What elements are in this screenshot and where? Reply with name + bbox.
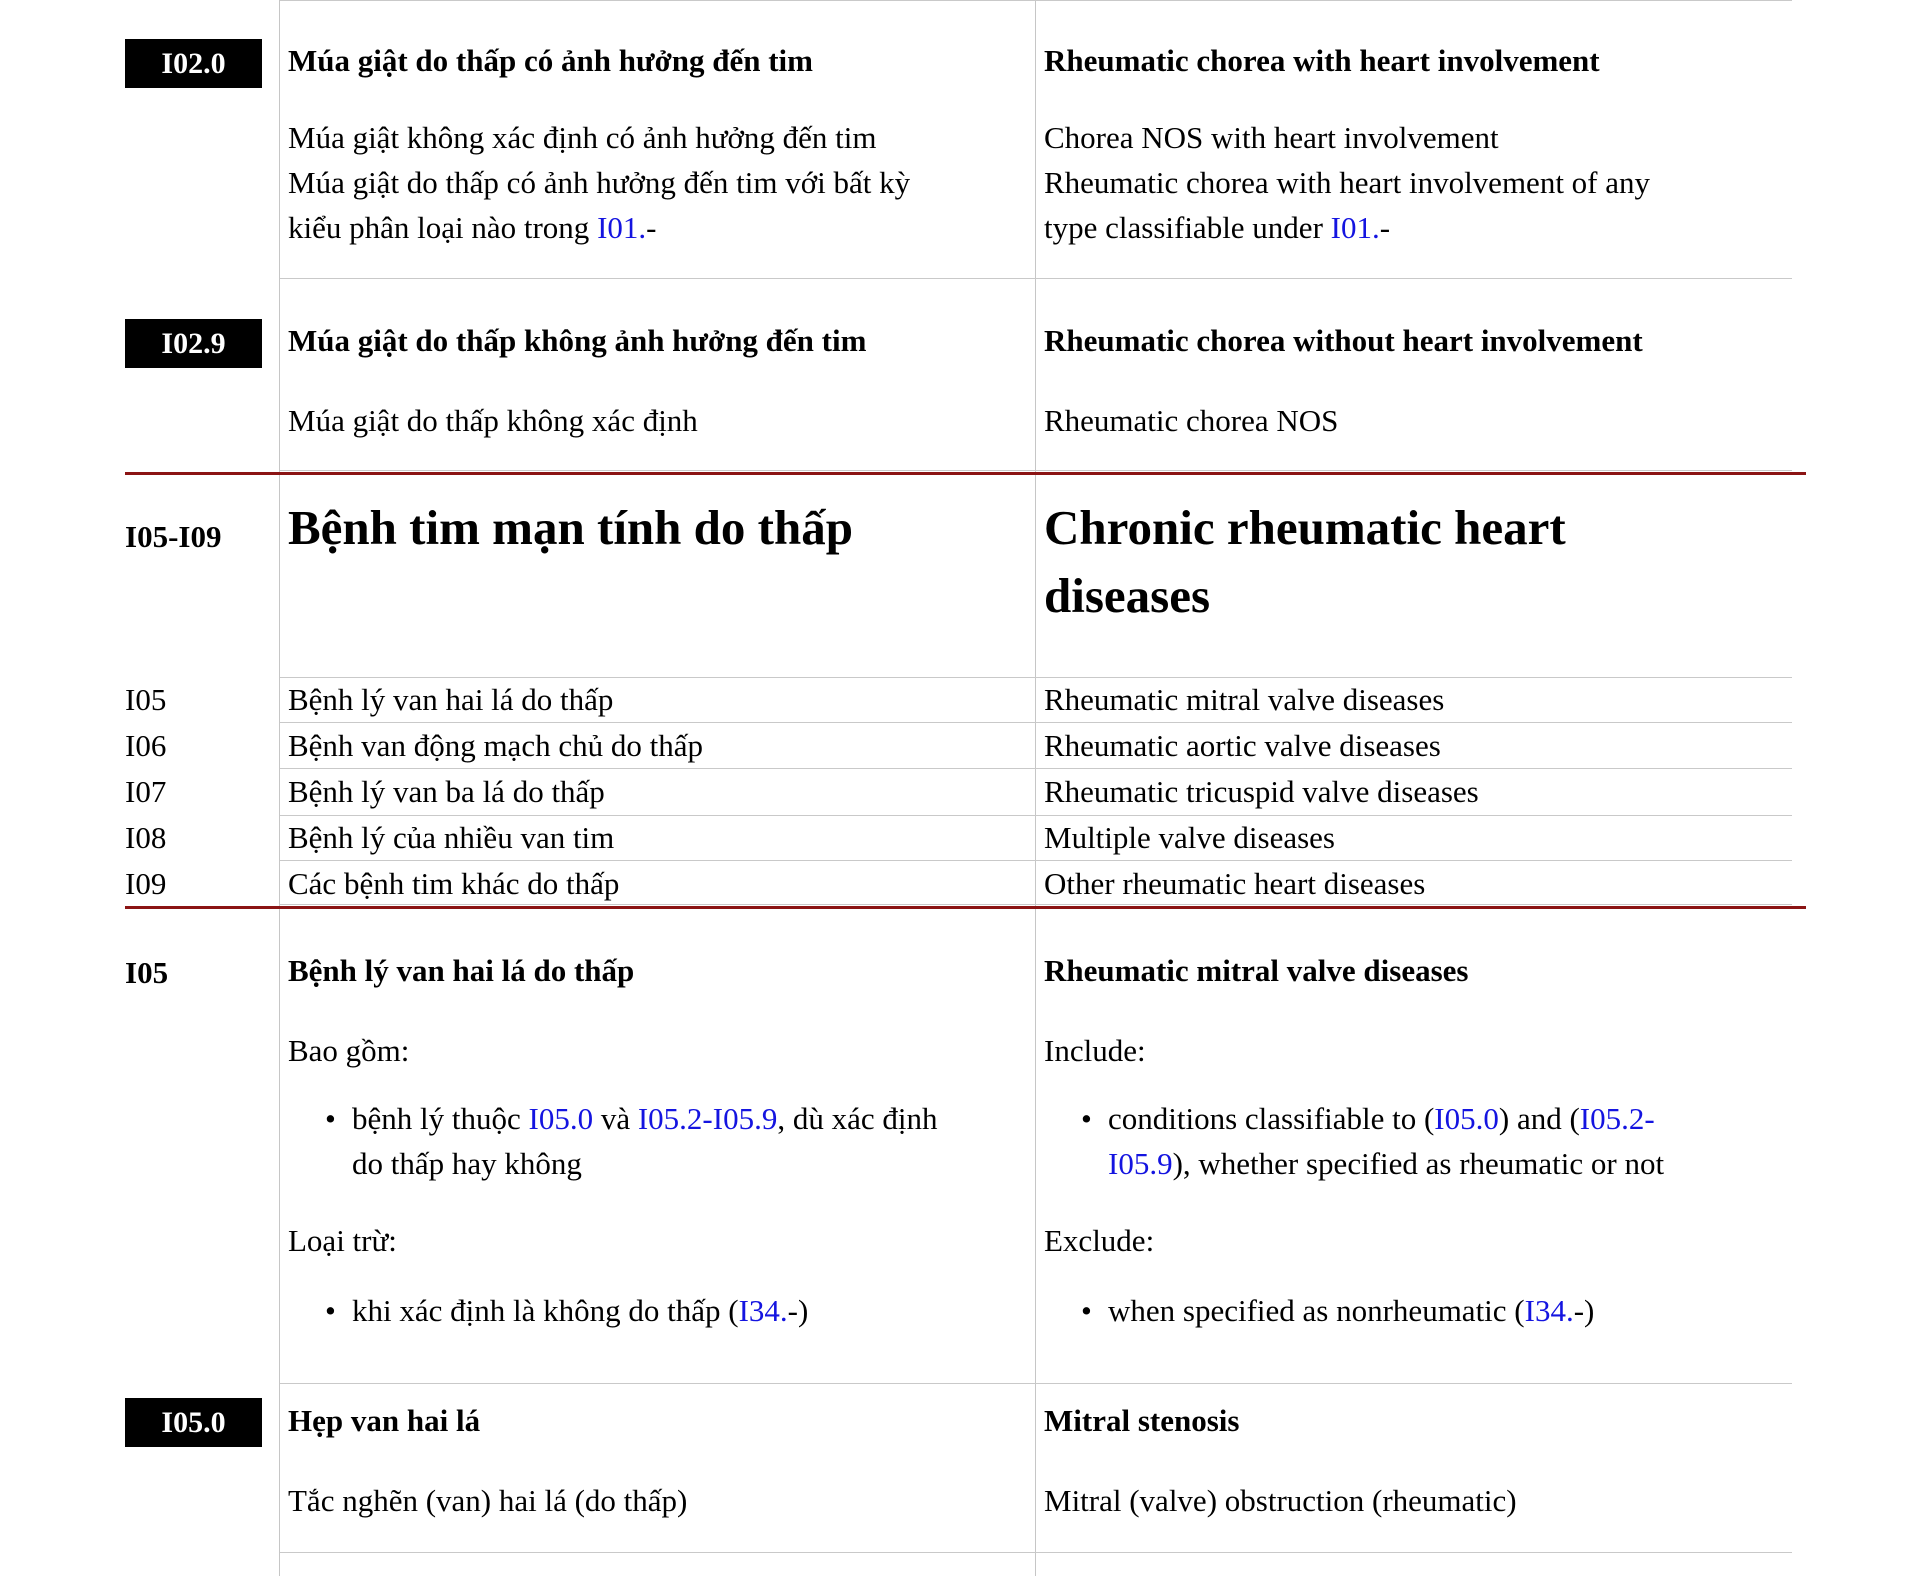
- row-divider: [280, 1383, 1792, 1384]
- list-row-en: Multiple valve diseases: [1044, 820, 1335, 855]
- text-segment: Chronic rheumatic heart: [1044, 500, 1566, 555]
- text-line: [288, 494, 853, 562]
- text-line: [352, 1141, 937, 1186]
- text-line: [288, 115, 910, 160]
- term-body-vi: [288, 398, 698, 443]
- term-body-en: [1044, 398, 1338, 443]
- section-separator-red: [125, 472, 1806, 475]
- term-body-vi: [288, 1478, 687, 1523]
- text-segment: -): [1573, 1293, 1595, 1328]
- text-line: [352, 1288, 808, 1333]
- text-line: [352, 1096, 937, 1141]
- exclude-label-en: Exclude:: [1044, 1223, 1155, 1258]
- text-segment: type classifiable under: [1044, 210, 1331, 245]
- code-label: I02.9: [161, 326, 226, 360]
- term-title-vi: Múa giật do thấp có ảnh hưởng đến tim: [288, 43, 813, 78]
- text-line: [1044, 160, 1650, 205]
- text-segment: -): [787, 1293, 809, 1328]
- bullet-icon: •: [1081, 1293, 1092, 1328]
- list-row-code: I07: [125, 774, 167, 809]
- category-code: I05: [125, 955, 169, 990]
- list-row-en: Rheumatic aortic valve diseases: [1044, 728, 1441, 763]
- text-segment: Múa giật do thấp có ảnh hưởng đến tim với bất kỳ: [288, 165, 911, 200]
- text-segment: do thấp hay không: [352, 1146, 582, 1181]
- row-divider: [280, 1552, 1792, 1553]
- code-link[interactable]: I05.2-: [1579, 1101, 1655, 1136]
- text-segment: bệnh lý thuộc: [352, 1101, 529, 1136]
- term-title-en: Rheumatic chorea with heart involvement: [1044, 43, 1600, 78]
- text-line: [1108, 1288, 1594, 1333]
- include-label-vi: Bao gồm:: [288, 1033, 410, 1068]
- include-item-en: [1081, 1096, 1665, 1186]
- text-segment: Tắc nghẽn (van) hai lá (do thấp): [288, 1483, 688, 1518]
- text-line: [1044, 115, 1650, 160]
- text-segment: Múa giật không xác định có ảnh hưởng đến tim: [288, 120, 877, 155]
- term-body-en: [1044, 115, 1650, 250]
- list-row-code: I06: [125, 728, 167, 763]
- code-badge-i02-9: [125, 319, 262, 368]
- text-segment: kiểu phân loại nào trong: [288, 210, 598, 245]
- exclude-label-vi: Loại trừ:: [288, 1223, 397, 1258]
- text-line: [1044, 398, 1338, 443]
- list-row-vi: Các bệnh tim khác do thấp: [288, 866, 620, 901]
- code-link[interactable]: I05.9: [1108, 1146, 1173, 1181]
- term-body-vi: [288, 115, 910, 250]
- include-item-text: [352, 1096, 937, 1186]
- block-title-vi: [288, 494, 853, 562]
- column-divider-left: [279, 0, 280, 1576]
- term-body-en: [1044, 1478, 1517, 1523]
- text-line: [288, 160, 910, 205]
- code-badge-i02-0: [125, 39, 262, 88]
- bullet-icon: •: [325, 1293, 336, 1328]
- text-segment: when specified as nonrheumatic (: [1108, 1293, 1525, 1328]
- row-divider: [280, 470, 1792, 471]
- block-title-en: [1044, 494, 1566, 630]
- text-segment: ), whether specified as rheumatic or not: [1172, 1146, 1665, 1181]
- list-row-vi: Bệnh lý van ba lá do thấp: [288, 774, 605, 809]
- include-item-vi: [325, 1096, 938, 1186]
- text-line: [1044, 494, 1566, 562]
- term-title-vi: Múa giật do thấp không ảnh hưởng đến tim: [288, 323, 867, 358]
- text-segment: Rheumatic chorea NOS: [1044, 403, 1339, 438]
- text-segment: Chorea NOS with heart involvement: [1044, 120, 1499, 155]
- list-row-code: I08: [125, 820, 167, 855]
- list-row-code: I05: [125, 682, 167, 717]
- text-segment: Mitral (valve) obstruction (rheumatic): [1044, 1483, 1517, 1518]
- code-link[interactable]: I34.: [1524, 1293, 1574, 1328]
- text-line: [1044, 562, 1566, 630]
- list-row-code: I09: [125, 866, 167, 901]
- text-line: [288, 205, 910, 250]
- text-segment: Múa giật do thấp không xác định: [288, 403, 698, 438]
- bullet-icon: •: [325, 1101, 336, 1136]
- row-divider: [280, 0, 1792, 1]
- exclude-item-text: [352, 1288, 808, 1333]
- text-line: [1044, 1478, 1517, 1523]
- section-separator-red: [125, 906, 1806, 909]
- list-row-vi: Bệnh van động mạch chủ do thấp: [288, 728, 703, 763]
- list-row-en: Rheumatic mitral valve diseases: [1044, 682, 1445, 717]
- term-title-vi: Bệnh lý van hai lá do thấp: [288, 953, 635, 988]
- text-segment: , dù xác định: [777, 1101, 938, 1136]
- exclude-item-en: [1081, 1288, 1595, 1333]
- include-item-text: [1108, 1096, 1664, 1186]
- list-row-en: Other rheumatic heart diseases: [1044, 866, 1426, 901]
- text-line: [1108, 1141, 1664, 1186]
- code-badge-i05-0: [125, 1398, 262, 1447]
- text-segment: -: [646, 210, 657, 245]
- include-label-en: Include:: [1044, 1033, 1146, 1068]
- text-line: [1108, 1096, 1664, 1141]
- term-title-en: Mitral stenosis: [1044, 1403, 1240, 1438]
- text-segment: conditions classifiable to (: [1108, 1101, 1435, 1136]
- text-segment: Bệnh tim mạn tính do thấp: [288, 500, 854, 555]
- code-link[interactable]: I05.0: [1434, 1101, 1499, 1136]
- text-segment: và: [593, 1101, 638, 1136]
- text-line: [288, 1478, 687, 1523]
- code-link[interactable]: I05.0: [528, 1101, 594, 1136]
- code-label: I05.0: [161, 1405, 226, 1439]
- code-link[interactable]: I34.: [738, 1293, 788, 1328]
- term-title-en: Rheumatic chorea without heart involvement: [1044, 323, 1643, 358]
- exclude-item-text: [1108, 1288, 1594, 1333]
- exclude-item-vi: [325, 1288, 809, 1333]
- list-row-vi: Bệnh lý van hai lá do thấp: [288, 682, 614, 717]
- block-code: I05-I09: [125, 519, 222, 554]
- text-line: [1044, 205, 1650, 250]
- bullet-icon: •: [1081, 1101, 1092, 1136]
- row-divider: [280, 278, 1792, 279]
- code-link[interactable]: I01.: [1330, 210, 1380, 245]
- term-title-vi: Hẹp van hai lá: [288, 1403, 481, 1438]
- list-row-vi: Bệnh lý của nhiều van tim: [288, 820, 615, 855]
- text-segment: Rheumatic chorea with heart involvement of any: [1044, 165, 1651, 200]
- text-segment: ) and (: [1498, 1101, 1580, 1136]
- text-segment: khi xác định là không do thấp (: [352, 1293, 739, 1328]
- text-line: [288, 398, 698, 443]
- column-divider-middle: [1035, 0, 1036, 1576]
- text-segment: -: [1379, 210, 1391, 245]
- code-label: I02.0: [161, 46, 226, 80]
- term-title-en: Rheumatic mitral valve diseases: [1044, 953, 1469, 988]
- text-segment: diseases: [1044, 568, 1211, 623]
- code-link[interactable]: I01.: [597, 210, 647, 245]
- list-row-en: Rheumatic tricuspid valve diseases: [1044, 774, 1479, 809]
- code-link[interactable]: I05.2-I05.9: [637, 1101, 778, 1136]
